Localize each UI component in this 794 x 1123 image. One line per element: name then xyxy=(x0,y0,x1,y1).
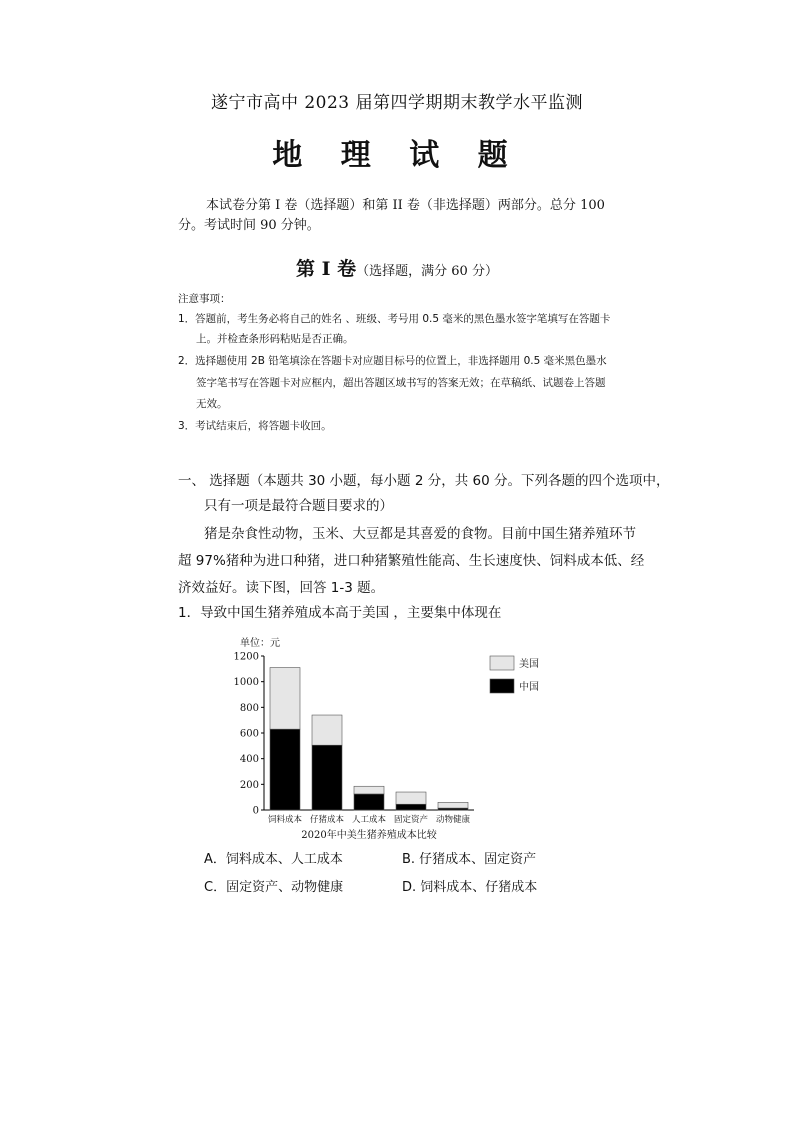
bar-中国 xyxy=(396,804,426,810)
option-a[interactable]: A．饲料成本、人工成本 xyxy=(204,852,343,867)
bar-美国 xyxy=(312,715,342,745)
passage-line-2: 超 97%猪种为进口种猪，进口种猪繁殖性能高、生长速度快、饲料成本低、经 xyxy=(178,553,645,569)
x-tick-label: 人工成本 xyxy=(351,815,387,825)
section-heading-cont: 只有一项是最符合题目要求的） xyxy=(204,498,393,514)
bar-美国 xyxy=(396,792,426,804)
bar-中国 xyxy=(312,745,342,810)
volume-heading-main: 第 Ⅰ 卷 xyxy=(296,258,357,280)
notes-item-2-end: 无效。 xyxy=(196,398,228,410)
page-title: 地 理 试 题 xyxy=(272,138,522,173)
notes-title: 注意事项： xyxy=(178,293,231,305)
bar-美国 xyxy=(438,802,468,808)
notes-item-2-cont: 签字笔书写在答题卡对应框内，超出答题区域书写的答案无效；在草稿纸、试题卷上答题 xyxy=(196,377,606,389)
option-d[interactable]: D. 饲料成本、仔猪成本 xyxy=(402,880,538,895)
exam-header: 遂宁市高中 2023 届第四学期期末教学水平监测 xyxy=(210,93,584,113)
y-tick-label: 1000 xyxy=(233,677,259,689)
notes-item-1-cont: 上。并检查条形码粘贴是否正确。 xyxy=(196,333,354,345)
notes-item-3: 3．考试结束后，将答题卡收回。 xyxy=(178,420,332,432)
x-tick-label: 饲料成本 xyxy=(267,815,303,825)
y-tick-label: 600 xyxy=(239,728,259,740)
intro-line-2: 分。考试时间 90 分钟。 xyxy=(178,218,320,233)
question-1: 1．导致中国生猪养殖成本高于美国 ，主要集中体现在 xyxy=(178,605,502,621)
option-b[interactable]: B. 仔猪成本、固定资产 xyxy=(402,852,537,867)
option-c[interactable]: C．固定资产、动物健康 xyxy=(204,880,344,895)
legend-swatch xyxy=(490,656,514,670)
notes-item-1: 1．答题前，考生务必将自己的姓名 、班级、考号用 0.5 毫米的黑色墨水签字笔填写在答题卡 xyxy=(178,313,611,325)
chart-title: 2020年中美生猪养殖成本比较 xyxy=(301,830,437,841)
legend-swatch xyxy=(490,679,514,693)
x-tick-label: 动物健康 xyxy=(435,815,471,825)
chart-unit-label: 单位：元 xyxy=(240,638,280,649)
y-tick-label: 200 xyxy=(239,779,259,791)
x-tick-label: 固定资产 xyxy=(393,815,429,825)
bar-美国 xyxy=(354,786,384,794)
cost-bar-chart xyxy=(228,632,568,844)
intro-line-1: 本试卷分第 I 卷（选择题）和第 II 卷（非选择题）两部分。总分 100 xyxy=(206,198,605,213)
bar-中国 xyxy=(354,794,384,810)
y-tick-label: 1200 xyxy=(233,651,259,663)
y-tick-label: 800 xyxy=(239,702,259,714)
volume-heading xyxy=(0,254,794,281)
volume-heading-sub: （选择题，满分 60 分） xyxy=(356,264,498,279)
section-heading: 一、 选择题（本题共 30 小题，每小题 2 分，共 60 分。下列各题的四个选项中， xyxy=(178,473,670,489)
x-tick-label: 仔猪成本 xyxy=(309,815,345,825)
bar-美国 xyxy=(270,668,300,730)
notes-item-2: 2．选择题使用 2B 铅笔填涂在答题卡对应题目标号的位置上，非选择题用 0.5 毫米黑色墨水 xyxy=(178,355,607,367)
y-tick-label: 400 xyxy=(239,754,259,766)
y-tick-label: 0 xyxy=(252,805,259,817)
passage-line-3: 济效益好。读下图，回答 1-3 题。 xyxy=(178,580,385,596)
legend-label: 中国 xyxy=(519,682,539,693)
passage-line-1: 猪是杂食性动物，玉米、大豆都是其喜爱的食物。目前中国生猪养殖环节 xyxy=(204,526,636,542)
legend-label: 美国 xyxy=(519,659,539,670)
bar-中国 xyxy=(270,729,300,810)
